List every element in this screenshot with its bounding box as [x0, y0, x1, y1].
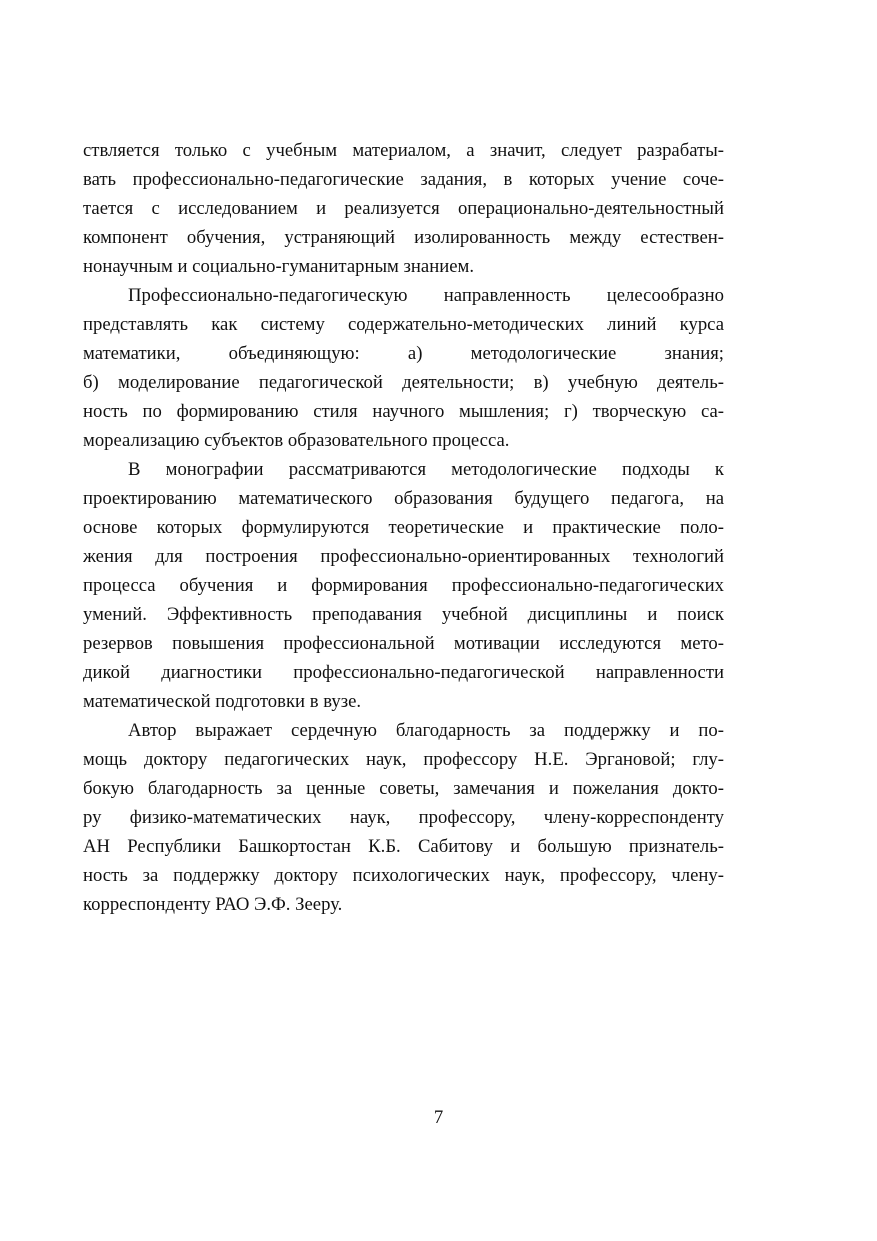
- text-line: основе которых формулируются теоретические и практические поло-: [83, 517, 724, 538]
- text-line: б) моделирование педагогической деятельности; в) учебную деятель-: [83, 372, 724, 393]
- text-line: мореализацию субъектов образовательного процесса.: [83, 430, 510, 451]
- page-number: 7: [433, 1107, 444, 1128]
- text-line: умений. Эффективность преподавания учебной дисциплины и поиск: [83, 604, 724, 625]
- text-line: проектированию математического образования будущего педагога, на: [83, 488, 724, 509]
- text-line: компонент обучения, устраняющий изолированность между естествен-: [83, 227, 724, 248]
- paragraph: [83, 281, 724, 455]
- text-line: Профессионально-педагогическую направленность целесообразно: [128, 285, 724, 306]
- text-line: мощь доктору педагогических наук, профессору Н.Е. Эргановой; глу-: [83, 749, 724, 770]
- text-line: дикой диагностики профессионально-педагогической направленности: [83, 662, 724, 683]
- text-line: жения для построения профессионально-ориентированных технологий: [83, 546, 724, 567]
- paragraph: [83, 136, 724, 281]
- text-line: ность за поддержку доктору психологических наук, профессору, члену-: [83, 865, 724, 886]
- text-line: АН Республики Башкортостан К.Б. Сабитову и большую признатель-: [83, 836, 724, 857]
- text-line: представлять как систему содержательно-методических линий курса: [83, 314, 724, 335]
- text-line: математической подготовки в вузе.: [83, 691, 362, 712]
- text-line: корреспонденту РАО Э.Ф. Зееру.: [83, 894, 343, 915]
- text-line: тается с исследованием и реализуется операционально-деятельностный: [83, 198, 724, 219]
- text-line: процесса обучения и формирования профессионально-педагогических: [83, 575, 724, 596]
- text-line: ствляется только с учебным материалом, а значит, следует разрабаты-: [83, 140, 724, 161]
- paragraph: [83, 455, 724, 716]
- text-line: бокую благодарность за ценные советы, замечания и пожелания докто-: [83, 778, 724, 799]
- text-line: ность по формированию стиля научного мышления; г) творческую са-: [83, 401, 724, 422]
- paragraph: [83, 716, 724, 919]
- text-line: резервов повышения профессиональной мотивации исследуются мето-: [83, 633, 724, 654]
- body-text: [83, 136, 724, 919]
- text-line: В монографии рассматриваются методологические подходы к: [128, 459, 724, 480]
- text-line: Автор выражает сердечную благодарность за поддержку и по-: [128, 720, 724, 741]
- text-line: математики, объединяющую: а) методологические знания;: [83, 343, 724, 364]
- text-line: вать профессионально-педагогические задания, в которых учение соче-: [83, 169, 724, 190]
- text-line: ру физико-математических наук, профессору, члену-корреспонденту: [83, 807, 724, 828]
- text-line: нонаучным и социально-гуманитарным знанием.: [83, 256, 474, 277]
